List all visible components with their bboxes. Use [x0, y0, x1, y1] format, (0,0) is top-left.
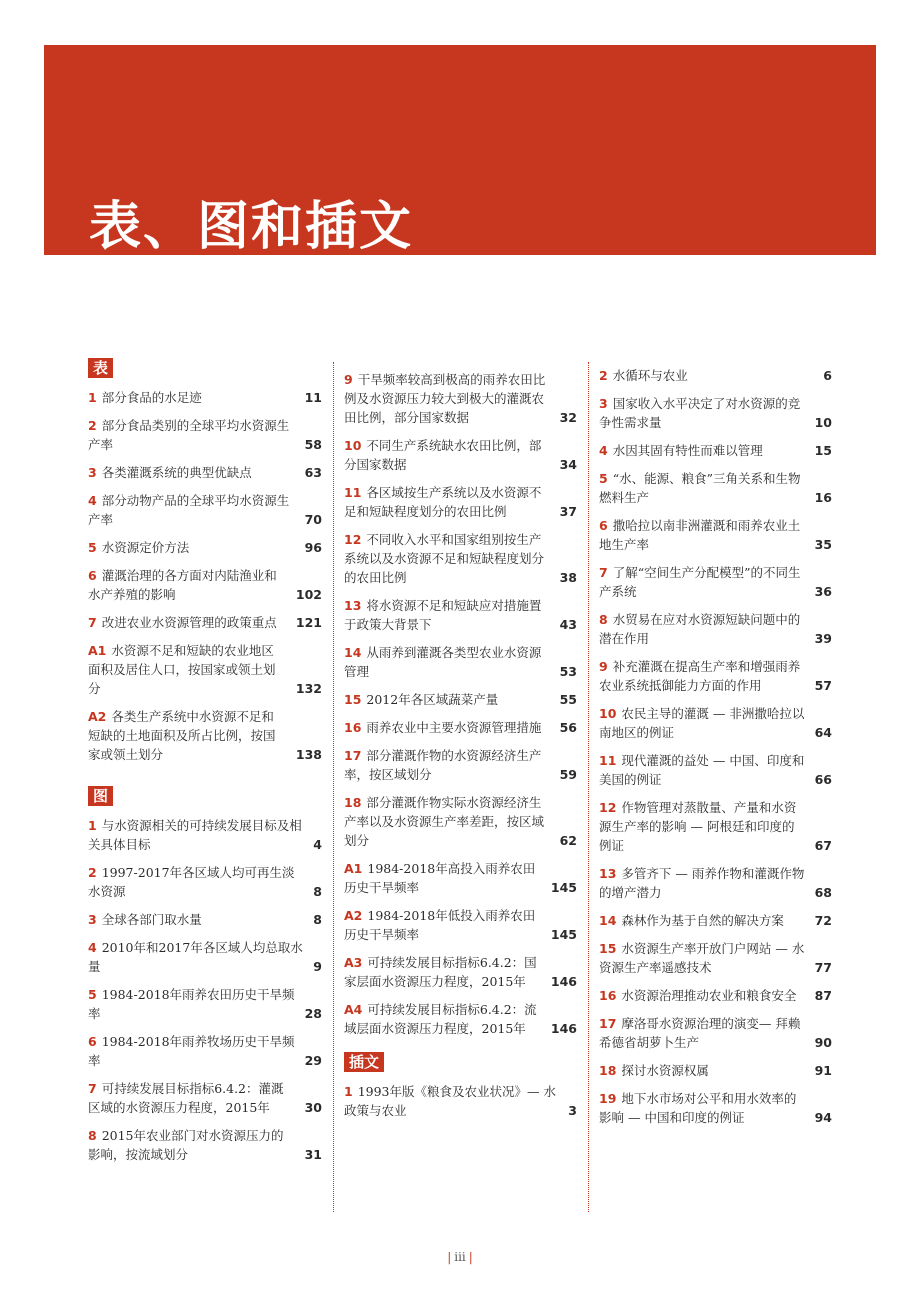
entry-title: 部分食品类别的全球平均水资源生产率: [88, 418, 290, 452]
toc-entry[interactable]: [599, 1061, 832, 1080]
entry-number: 4: [88, 940, 97, 955]
entry-page-number: 3: [568, 1103, 577, 1118]
entry-number: 14: [344, 645, 362, 660]
entry-title: 可持续发展目标指标6.4.2：灌溉区域的水资源压力程度，2015年: [88, 1081, 284, 1115]
entry-title: 不同生产系统缺水农田比例，部分国家数据: [344, 438, 542, 472]
entry-title: 撒哈拉以南非洲灌溉和雨养农业土地生产率: [599, 518, 801, 552]
entry-number: 1: [88, 818, 97, 833]
toc-entry[interactable]: [599, 441, 832, 460]
entry-title: 多管齐下 — 雨养作物和灌溉作物的增产潜力: [599, 866, 805, 900]
entry-title: 1997-2017年各区域人均可再生淡水资源: [88, 865, 295, 899]
entry-page-number: 55: [559, 692, 577, 707]
section-boxes: [344, 1052, 577, 1120]
entry-title: 各区域按生产系统以及水资源不足和短缺程度划分的农田比例: [344, 485, 542, 519]
entry-page-number: 39: [814, 631, 832, 646]
entry-page-number: 132: [295, 681, 322, 696]
entry-page-number: 53: [559, 664, 577, 679]
entry-page-number: 4: [313, 837, 322, 852]
entry-page-number: 94: [814, 1110, 832, 1125]
entry-page-number: 31: [304, 1147, 322, 1162]
toc-entry[interactable]: [88, 1126, 322, 1164]
entry-number: 7: [599, 565, 608, 580]
section-boxes-continued: [599, 366, 832, 1127]
toc-entry[interactable]: [599, 366, 832, 385]
entry-number: 9: [344, 372, 353, 387]
entry-title: 不同收入水平和国家组别按生产系统以及水资源不足和短缺程度划分的农田比例: [344, 532, 545, 585]
entry-title: 1984-2018年雨养牧场历史干旱频率: [88, 1034, 295, 1068]
entry-title: 2012年各区域蔬菜产量: [366, 692, 499, 707]
entry-page-number: 56: [559, 720, 577, 735]
entry-number: 1: [88, 390, 97, 405]
entry-number: 17: [599, 1016, 617, 1031]
entry-number: 15: [344, 692, 362, 707]
toc-entry[interactable]: [599, 798, 832, 855]
entry-page-number: 30: [304, 1100, 322, 1115]
toc-entry[interactable]: [599, 986, 832, 1005]
entry-page-number: 102: [295, 587, 322, 602]
entry-title: 了解“空间生产分配模型”的不同生产系统: [599, 565, 801, 599]
toc-entry[interactable]: [344, 718, 577, 737]
entry-page-number: 8: [313, 884, 322, 899]
toc-entry[interactable]: [88, 388, 322, 407]
entry-page-number: 66: [814, 772, 832, 787]
toc-entry[interactable]: [344, 953, 577, 991]
entry-page-number: 70: [304, 512, 322, 527]
toc-entry[interactable]: [344, 643, 577, 681]
entry-page-number: 68: [814, 885, 832, 900]
entry-title: 改进农业水资源管理的政策重点: [101, 615, 277, 630]
entry-title: 可持续发展目标指标6.4.2：流域层面水资源压力程度，2015年: [344, 1002, 537, 1036]
entry-page-number: 63: [304, 465, 322, 480]
entry-number: 2: [88, 418, 97, 433]
entry-number: 13: [344, 598, 362, 613]
toc-entry[interactable]: [344, 436, 577, 474]
entry-title: 现代灌溉的益处 — 中国、印度和美国的例证: [599, 753, 805, 787]
entry-page-number: 121: [295, 615, 322, 630]
entry-number: 18: [344, 795, 362, 810]
section-figures: [88, 786, 322, 1164]
entry-number: 16: [599, 988, 617, 1003]
entry-title: 部分食品的水足迹: [101, 390, 202, 405]
entry-number: 6: [599, 518, 608, 533]
toc-entry[interactable]: [599, 704, 832, 742]
entry-number: A1: [344, 861, 363, 876]
entry-title: 作物管理对蒸散量、产量和水资源生产率的影响 — 阿根廷和印度的例证: [599, 800, 797, 853]
toc-entry[interactable]: [88, 538, 322, 557]
toc-entry[interactable]: [344, 483, 577, 521]
entry-title: 雨养农业中主要水资源管理措施: [366, 720, 542, 735]
entry-page-number: 146: [550, 1021, 577, 1036]
entry-page-number: 145: [550, 880, 577, 895]
toc-column-1: [88, 358, 322, 1186]
entry-number: 17: [344, 748, 362, 763]
entry-title: 水因其固有特性而难以管理: [612, 443, 763, 458]
entry-page-number: 138: [295, 747, 322, 762]
entry-number: 13: [599, 866, 617, 881]
entry-number: 11: [599, 753, 617, 768]
toc-entry[interactable]: [88, 985, 322, 1023]
toc-entry[interactable]: [88, 816, 322, 854]
toc-entry[interactable]: [88, 416, 322, 454]
entry-page-number: 64: [814, 725, 832, 740]
entry-page-number: 11: [304, 390, 322, 405]
toc-entry[interactable]: [344, 859, 577, 897]
entry-number: 10: [599, 706, 617, 721]
entry-number: 3: [88, 465, 97, 480]
entry-title: 部分灌溉作物实际水资源经济生产率以及水资源生产率差距，按区域划分: [344, 795, 545, 848]
page-number: iii: [454, 1250, 466, 1264]
toc-entry[interactable]: [344, 1082, 577, 1120]
entry-number: 3: [88, 912, 97, 927]
entry-title: 国家收入水平决定了对水资源的竞争性需求量: [599, 396, 801, 430]
entry-number: 4: [599, 443, 608, 458]
entry-title: 2015年农业部门对水资源压力的影响，按流域划分: [88, 1128, 284, 1162]
entry-title: 1984-2018年雨养农田历史干旱频率: [88, 987, 295, 1021]
entry-title: 2010年和2017年各区域人均总取水量: [88, 940, 303, 974]
entry-number: 5: [88, 540, 97, 555]
entry-title: 探讨水资源权属: [621, 1063, 709, 1078]
entry-number: 9: [599, 659, 608, 674]
entry-number: A3: [344, 955, 363, 970]
entry-page-number: 36: [814, 584, 832, 599]
entry-title: “水、能源、粮食”三角关系和生物燃料生产: [599, 471, 801, 505]
entry-page-number: 29: [304, 1053, 322, 1068]
toc-entry[interactable]: [88, 566, 322, 604]
entry-title: 水资源定价方法: [101, 540, 190, 555]
toc-entry[interactable]: [599, 864, 832, 902]
toc-entry[interactable]: [88, 1079, 322, 1117]
entry-page-number: 90: [814, 1035, 832, 1050]
toc-entry[interactable]: [599, 911, 832, 930]
entry-title: 摩洛哥水资源治理的演变— 拜赖希德省胡萝卜生产: [599, 1016, 801, 1050]
entry-title: 农民主导的灌溉 — 非洲撒哈拉以南地区的例证: [599, 706, 805, 740]
section-label-figures: 图: [88, 786, 113, 806]
entry-page-number: 38: [559, 570, 577, 585]
toc-entry[interactable]: [88, 1032, 322, 1070]
entry-title: 从雨养到灌溉各类型农业水资源管理: [344, 645, 542, 679]
toc-entry[interactable]: [344, 596, 577, 634]
entry-page-number: 91: [814, 1063, 832, 1078]
toc-entry[interactable]: [599, 610, 832, 648]
entry-page-number: 57: [814, 678, 832, 693]
entry-title: 部分灌溉作物的水资源经济生产率，按区域划分: [344, 748, 542, 782]
toc-entry[interactable]: [88, 491, 322, 529]
entry-page-number: 62: [559, 833, 577, 848]
toc-entry[interactable]: [344, 746, 577, 784]
toc-entry[interactable]: [88, 641, 322, 698]
toc-entry[interactable]: [599, 563, 832, 601]
page-title: 表、图和插文: [89, 197, 414, 257]
entry-number: 12: [344, 532, 362, 547]
entry-page-number: 58: [304, 437, 322, 452]
entry-page-number: 35: [814, 537, 832, 552]
section-figures-continued: [344, 370, 577, 1038]
entry-title: 1993年版《粮食及农业状况》— 水政策与农业: [344, 1084, 556, 1118]
toc-entry[interactable]: [344, 793, 577, 850]
entry-title: 1984-2018年高投入雨养农田历史干旱频率: [344, 861, 536, 895]
entry-title: 干旱频率较高到极高的雨养农田比例及水资源压力较大到极大的灌溉农田比例，部分国家数据: [344, 372, 546, 425]
entry-title: 全球各部门取水量: [101, 912, 202, 927]
entry-number: 15: [599, 941, 617, 956]
toc-entry[interactable]: [344, 530, 577, 587]
toc-entry[interactable]: [599, 394, 832, 432]
entry-number: 6: [88, 568, 97, 583]
toc-entry[interactable]: [599, 939, 832, 977]
entry-page-number: 28: [304, 1006, 322, 1021]
entry-title: 水资源生产率开放门户网站 — 水资源生产率遥感技术: [599, 941, 805, 975]
entry-number: 19: [599, 1091, 617, 1106]
column-divider-1: [333, 362, 334, 1212]
toc-entry[interactable]: [599, 1089, 832, 1127]
entry-title: 各类灌溉系统的典型优缺点: [101, 465, 252, 480]
toc-entry[interactable]: [344, 906, 577, 944]
entry-number: A2: [88, 709, 107, 724]
entry-page-number: 10: [814, 415, 832, 430]
entry-page-number: 96: [304, 540, 322, 555]
entry-title: 地下水市场对公平和用水效率的影响 — 中国和印度的例证: [599, 1091, 797, 1125]
entry-number: 2: [88, 865, 97, 880]
entry-number: 8: [599, 612, 608, 627]
entry-page-number: 37: [559, 504, 577, 519]
entry-page-number: 15: [814, 443, 832, 458]
entry-number: 10: [344, 438, 362, 453]
entry-page-number: 87: [814, 988, 832, 1003]
entry-page-number: 16: [814, 490, 832, 505]
column-divider-2: [588, 362, 589, 1212]
toc-entry[interactable]: [599, 751, 832, 789]
entry-number: 18: [599, 1063, 617, 1078]
entry-page-number: 43: [559, 617, 577, 632]
entry-page-number: 67: [814, 838, 832, 853]
toc-entry[interactable]: [344, 690, 577, 709]
entry-page-number: 9: [313, 959, 322, 974]
toc-column-2: [344, 358, 577, 1142]
entry-number: 12: [599, 800, 617, 815]
entry-title: 补充灌溉在提高生产率和增强雨养农业系统抵御能力方面的作用: [599, 659, 801, 693]
toc-entry[interactable]: [344, 1000, 577, 1038]
entry-page-number: 59: [559, 767, 577, 782]
page-footer: | iii |: [447, 1250, 473, 1264]
entry-title: 1984-2018年低投入雨养农田历史干旱频率: [344, 908, 536, 942]
entry-number: 8: [88, 1128, 97, 1143]
entry-number: 2: [599, 368, 608, 383]
title-banner: [44, 45, 876, 255]
toc-entry[interactable]: [88, 613, 322, 632]
toc-entry[interactable]: [344, 370, 577, 427]
section-tables: [88, 358, 322, 764]
entry-page-number: 77: [814, 960, 832, 975]
entry-page-number: 72: [814, 913, 832, 928]
entry-title: 将水资源不足和短缺应对措施置于政策大背景下: [344, 598, 542, 632]
entry-number: 16: [344, 720, 362, 735]
entry-number: 14: [599, 913, 617, 928]
toc-entry[interactable]: [599, 657, 832, 695]
entry-number: A2: [344, 908, 363, 923]
entry-title: 水循环与农业: [612, 368, 688, 383]
entry-title: 水资源治理推动农业和粮食安全: [621, 988, 797, 1003]
section-label-tables: 表: [88, 358, 113, 378]
entry-title: 森林作为基于自然的解决方案: [621, 913, 784, 928]
entry-number: 6: [88, 1034, 97, 1049]
entry-title: 与水资源相关的可持续发展目标及相关具体目标: [88, 818, 302, 852]
toc-entry[interactable]: [88, 910, 322, 929]
entry-page-number: 6: [823, 368, 832, 383]
entry-number: A1: [88, 643, 107, 658]
toc-column-3: [599, 358, 832, 1149]
entry-number: 11: [344, 485, 362, 500]
entry-number: 3: [599, 396, 608, 411]
toc-entry[interactable]: [599, 469, 832, 507]
entry-title: 水贸易在应对水资源短缺问题中的潜在作用: [599, 612, 801, 646]
entry-page-number: 146: [550, 974, 577, 989]
toc-entry[interactable]: [88, 938, 322, 976]
entry-number: 5: [88, 987, 97, 1002]
entry-number: 7: [88, 615, 97, 630]
toc-entry[interactable]: [88, 707, 322, 764]
entry-number: 1: [344, 1084, 353, 1099]
entry-number: A4: [344, 1002, 363, 1017]
entry-title: 灌溉治理的各方面对内陆渔业和水产养殖的影响: [88, 568, 277, 602]
toc-entry[interactable]: [88, 463, 322, 482]
entry-page-number: 32: [559, 410, 577, 425]
entry-number: 4: [88, 493, 97, 508]
entry-page-number: 145: [550, 927, 577, 942]
toc-entry[interactable]: [88, 863, 322, 901]
entry-title: 可持续发展目标指标6.4.2：国家层面水资源压力程度，2015年: [344, 955, 537, 989]
entry-page-number: 8: [313, 912, 322, 927]
section-label-boxes: 插文: [344, 1052, 384, 1072]
entry-title: 水资源不足和短缺的农业地区面积及居住人口，按国家或领土划分: [88, 643, 276, 696]
toc-entry[interactable]: [599, 1014, 832, 1052]
entry-number: 7: [88, 1081, 97, 1096]
toc-entry[interactable]: [599, 516, 832, 554]
entry-page-number: 34: [559, 457, 577, 472]
entry-number: 5: [599, 471, 608, 486]
entry-title: 部分动物产品的全球平均水资源生产率: [88, 493, 290, 527]
entry-title: 各类生产系统中水资源不足和短缺的土地面积及所占比例，按国家或领土划分: [88, 709, 276, 762]
